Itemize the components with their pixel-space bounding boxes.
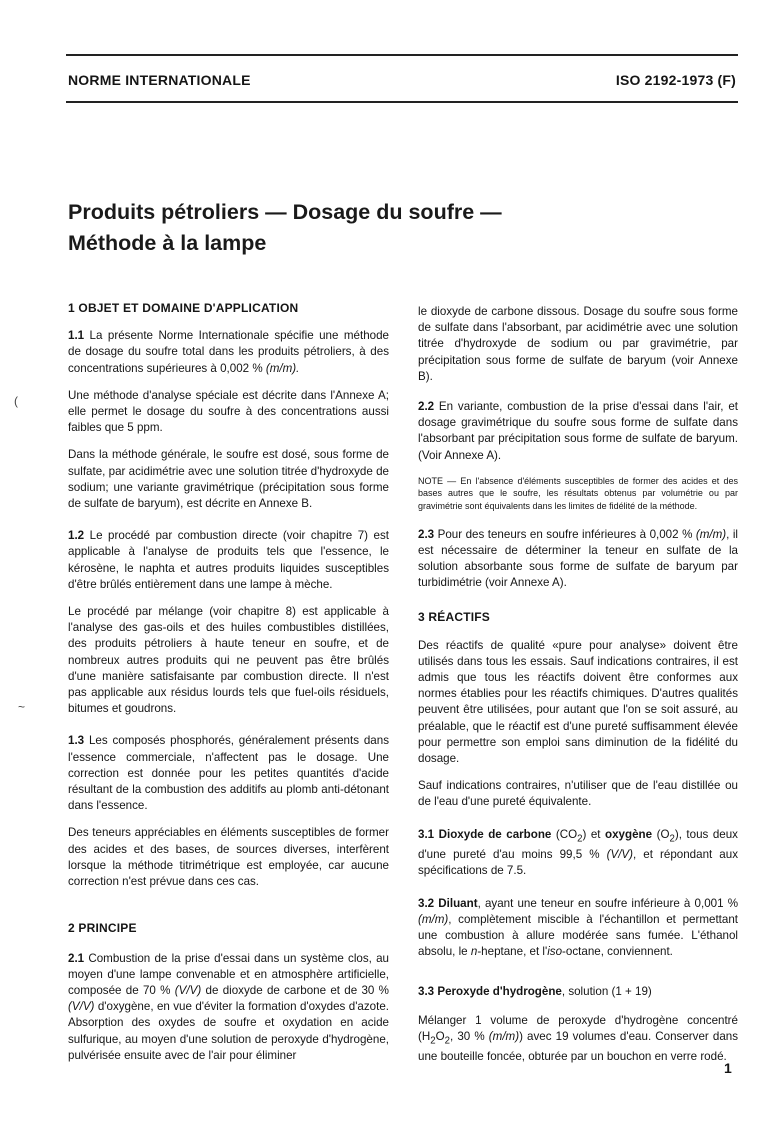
- clause-number: 2.1: [68, 951, 85, 965]
- paragraph-text: Mélanger 1 volume de peroxyde d'hydrogène concentré (H: [418, 1013, 738, 1043]
- clause-number: 2.3: [418, 527, 435, 541]
- paragraph-1-2: [68, 528, 389, 593]
- paragraph-1-3: [68, 733, 389, 814]
- paragraph-text: ), tous deux d'une pureté d'au moins 99,5 %: [418, 827, 738, 862]
- italic-prefix: iso: [547, 945, 563, 959]
- clause-number: 3.3: [418, 985, 435, 999]
- section-1-heading: 1 OBJET ET DOMAINE D'APPLICATION: [68, 301, 299, 315]
- left-column: [68, 300, 389, 1075]
- document-title: [68, 197, 728, 259]
- header-standard-type: NORME INTERNATIONALE: [68, 72, 251, 88]
- term: Peroxyde d'hydrogène: [434, 985, 562, 999]
- paragraph-text: Pour des teneurs en soufre inférieures à 0,002 %: [434, 527, 696, 541]
- paragraph-text: de dioxyde de carbone et de 30 %: [201, 983, 389, 997]
- paragraph-1-1-c: Dans la méthode générale, le soufre est dosé, sous forme de sulfate, par acidimétrie avec une solution titrée d'hydroxyde de sodium; une variante gravimétrique (précipitation sous forme de sulfate de baryum), est décrite en Annexe B.: [68, 448, 389, 511]
- paragraph-1-3-b: Des teneurs appréciables en éléments susceptibles de former des acides et des bases, de sources diverses, interfèrent lorsque la méthode titrimétrique est employée, car aucune correction n'est prévue dans ces cas.: [68, 826, 389, 889]
- paragraph-2-2: [418, 399, 738, 464]
- unit-text: (V/V): [174, 983, 202, 997]
- paragraph-text: -heptane, et l': [477, 945, 548, 959]
- paragraph-3-b: Sauf indications contraires, n'utiliser que de l'eau distillée ou de l'eau d'une pureté équivalente.: [418, 779, 738, 809]
- unit-text: (V/V): [606, 848, 634, 862]
- paragraph-text: Les composés phosphorés, généralement présents dans l'essence commerciale, n'affectent pas le dosage. Une correction est donnée pour les petites quantités d'acide résultant de la combustion des additifs au plomb anti-détonant dans l'essence.: [68, 734, 389, 813]
- formula: (O: [652, 827, 670, 841]
- paragraph-3-3-b: [418, 1013, 738, 1066]
- paragraph-text: , il est nécessaire de déterminer la teneur en sulfate de la solution absorbante sous forme de sulfate de baryum par turbidimétrie (voir Annexe A).: [418, 527, 738, 590]
- clause-number: 3.2: [418, 896, 435, 910]
- clause-number: 2.2: [418, 400, 435, 414]
- title-line-1: Produits pétroliers — Dosage du soufre —: [68, 200, 502, 224]
- clause-number: 1.3: [68, 734, 85, 748]
- paragraph-2-3: [418, 527, 738, 592]
- clause-number: 1.2: [68, 529, 85, 543]
- margin-mark: (: [14, 394, 18, 408]
- unit-text: (m/m): [695, 527, 727, 541]
- clause-number: 3.1: [418, 827, 435, 841]
- paragraph-text: En variante, combustion de la prise d'essai dans l'air, et dosage gravimétrique du soufre sous forme de sulfate dans l'absorbant par précipitation sous forme de sulfate de baryum. (Voir Annexe A).: [418, 400, 738, 462]
- header-standard-number: ISO 2192-1973 (F): [615, 72, 736, 88]
- paragraph-text: d'oxygène, en vue d'éviter la formation d'oxydes d'azote. Absorption des oxydes de soufre et oxydation en acide sulfurique, au moyen d'une solution de peroxyde d'hydrogène, pulvérisée ensuite avec de l'air pour éliminer: [68, 1000, 389, 1062]
- subscript: 2: [577, 832, 583, 844]
- paragraph-text: , ayant une teneur en soufre inférieure à 0,001 %: [477, 896, 738, 910]
- unit-text: (m/m).: [265, 361, 300, 375]
- term: Dioxyde de carbone: [434, 827, 552, 841]
- subscript: 2: [430, 1035, 436, 1047]
- page-number: 1: [724, 1060, 732, 1076]
- paragraph-3-3: [418, 984, 738, 1000]
- paragraph-text: , et répondant aux spécifications de 7.5.: [418, 848, 738, 878]
- paragraph-2-1: [68, 951, 389, 1064]
- page-header: [68, 72, 736, 88]
- paragraph-text: , solution (1 + 19): [561, 985, 652, 999]
- paragraph-text: -octane, conviennent.: [562, 945, 673, 959]
- right-column: [418, 304, 738, 1077]
- paragraph-2-1-continued: le dioxyde de carbone dissous. Dosage du soufre sous forme de sulfate dans l'absorbant, par acidimétrie avec une solution titrée d'hydroxyde de sodium ou par gravimétrie, par précipitation sous forme de sulfate de baryum (voir Annexe B).: [418, 305, 738, 383]
- term: oxygène: [605, 827, 653, 841]
- unit-text: (m/m): [488, 1029, 520, 1043]
- paragraph-text: La présente Norme Internationale spécifie une méthode de dosage du soufre total dans les produits pétroliers, à des concentrations supérieures à 0,002 %: [68, 329, 389, 375]
- term: Diluant: [434, 896, 478, 910]
- paragraph-text: Le procédé par combustion directe (voir chapitre 7) est applicable à l'analyse de produits tels que l'essence, le kérosène, le naphta et autres produits liquides susceptibles d'être brûlés entièrement dans une lampe à mèche.: [68, 529, 389, 591]
- subscript: 2: [444, 1035, 451, 1047]
- section-3-heading: 3 RÉACTIFS: [418, 610, 491, 625]
- title-line-2: Méthode à la lampe: [68, 231, 267, 255]
- header-rule: [66, 101, 738, 103]
- paragraph-text: , complètement miscible à l'échantillon et permettant une combustion à allure modérée sans fumée. L'éthanol absolu, le: [418, 912, 738, 959]
- paragraph-text: , 30 %: [450, 1029, 489, 1043]
- italic-prefix: n: [470, 945, 478, 959]
- clause-number: 1.1: [68, 329, 85, 343]
- section-2-heading: 2 PRINCIPE: [68, 921, 137, 936]
- paragraph-1-2-b: Le procédé par mélange (voir chapitre 8) est applicable à l'analyse des gas-oils et des huiles combustibles distillées, des produits pétroliers à haute teneur en soufre, et de nombreux autres produits qui ne peuvent pas être brûlés d'une manière satisfaisante par combustion directe. Il n'est pas applicable aux résidus lourds tels que fuel-oils résiduels, bitumes et goudrons.: [68, 605, 389, 716]
- paragraph-1-1-b: Une méthode d'analyse spéciale est décrite dans l'Annexe A; elle permet le dosage du soufre à des concentrations aussi faibles que 5 ppm.: [68, 388, 389, 435]
- paragraph-3-a: Des réactifs de qualité «pure pour analyse» doivent être utilisés dans tous les essais. Sauf indications contraires, il est admis que tous les réactifs doivent être conformes aux normes établies pour les réactifs chimiques. D'autres qualités peuvent être utilisées, pour autant que l'on se soit assuré, au préalable, que le réactif est d'une pureté suffisamment élevée pour permettre son emploi sans diminution de la fidélité du dosage.: [418, 638, 738, 766]
- note: NOTE — En l'absence d'éléments susceptibles de former des acides et des bases autres que le soufre, les résultats obtenus par volumétrie ou par gravimétrie sont équivalents dans les limites de fidélité de la méthode.: [418, 475, 738, 512]
- paragraph-1-1: [68, 328, 389, 377]
- unit-text: (V/V): [68, 1000, 95, 1014]
- subscript: 2: [669, 832, 675, 844]
- paragraph-text: ) avec 19 volumes d'eau. Conserver dans une bouteille foncée, obturée par un bouchon en verre rodé.: [418, 1029, 739, 1064]
- formula: (CO: [551, 827, 578, 841]
- margin-mark: ~: [18, 700, 26, 714]
- formula: O: [435, 1029, 445, 1043]
- paragraph-text: Combustion de la prise d'essai dans un système clos, au moyen d'une lampe convenable et en atmosphère artificielle, composée de 70 %: [68, 951, 389, 997]
- paragraph-3-2: [418, 896, 738, 961]
- top-rule: [66, 54, 738, 56]
- paragraph-text: ) et: [582, 827, 606, 841]
- unit-text: (m/m): [418, 912, 449, 926]
- paragraph-3-1: [418, 827, 738, 880]
